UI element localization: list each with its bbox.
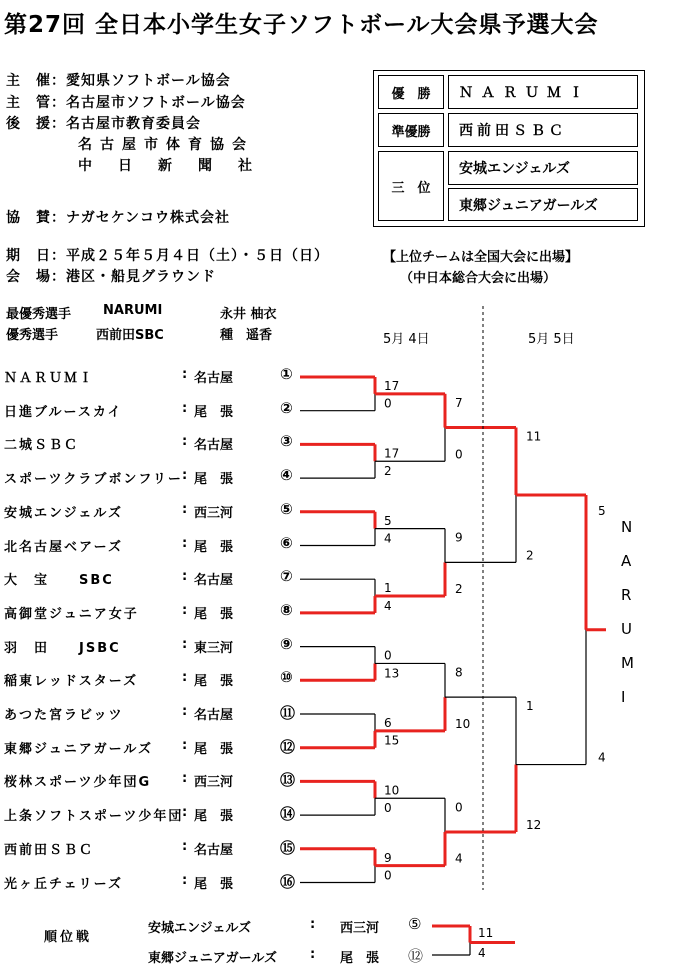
excellent-label: 優秀選手 — [6, 328, 59, 343]
score-label: 0 — [384, 801, 392, 816]
team-name: 西前田ＳＢＣ — [4, 842, 95, 858]
team-separator: : — [182, 367, 188, 382]
team-seed: ⑥ — [280, 533, 293, 552]
team-separator: : — [182, 569, 188, 585]
third-team-2: 東郷ジュニアガールズ — [448, 188, 638, 221]
day-2-header: 5月 5日 — [528, 332, 575, 347]
team-seed: ⑪ — [280, 704, 296, 722]
third-label: 三 位 — [378, 151, 444, 221]
team-seed: ③ — [280, 432, 293, 451]
team-seed: ⑤ — [280, 499, 293, 518]
team-separator: : — [182, 805, 188, 821]
mvp-player: 永井 柚衣 — [220, 307, 277, 322]
champion-letter: R — [621, 586, 632, 604]
score-label: 0 — [384, 868, 392, 883]
score-label: 7 — [455, 395, 463, 410]
mvp-label: 最優秀選手 — [6, 307, 72, 322]
score-label: 17 — [384, 446, 400, 461]
team-separator: : — [182, 535, 188, 551]
placement-team-2: 東郷ジュニアガールズ — [148, 951, 277, 966]
event-date: 期 日：平成２５年５月４日（土）・５日（日） — [6, 248, 329, 264]
team-seed: ⑬ — [280, 771, 296, 790]
score-label: 17 — [384, 379, 400, 393]
score-label: 6 — [384, 716, 392, 730]
score-label: 2 — [455, 582, 463, 597]
team-name: 桜林スポーツ少年団G — [4, 775, 152, 791]
team-name: 日進ブルースカイ — [4, 404, 123, 420]
score-label: 11 — [526, 429, 542, 444]
score-label: 4 — [455, 851, 463, 866]
sponsor: 協 賛：ナガセケンコウ株式会社 — [6, 210, 231, 226]
score-label: 12 — [526, 817, 542, 832]
team-separator: : — [182, 400, 188, 416]
organizer-support-2: 名古屋市体育協会 — [78, 137, 254, 153]
team-seed: ⑭ — [280, 805, 296, 824]
team-region: 尾 張 — [194, 539, 234, 555]
champion-letter: A — [621, 552, 632, 570]
score-label: 10 — [384, 783, 400, 798]
score-label: 0 — [455, 447, 463, 462]
team-name: 高御堂ジュニア女子 — [4, 606, 139, 622]
score-label: 10 — [455, 716, 471, 731]
team-seed: ⑩ — [280, 668, 293, 687]
team-region: 名古屋 — [194, 708, 234, 723]
mvp-team: NARUMI — [103, 303, 163, 318]
team-separator: : — [182, 670, 188, 686]
team-region: 尾 張 — [194, 472, 234, 488]
runner-up-label: 準優勝 — [378, 113, 444, 147]
team-separator: : — [182, 771, 188, 787]
score-label: 4 — [598, 750, 606, 765]
team-separator: : — [182, 838, 188, 854]
excellent-team: 西前田SBC — [96, 328, 164, 343]
team-seed: ⑮ — [280, 838, 296, 857]
team-seed: ⑨ — [280, 634, 293, 653]
team-seed: ⑧ — [280, 600, 293, 619]
score-label: 5 — [598, 503, 606, 518]
team-name: スポーツクラブボンフリー — [4, 472, 183, 488]
placement-seed-1: ⑤ — [408, 915, 422, 933]
placement-region-2: 尾 張 — [340, 951, 380, 966]
score-label: 9 — [455, 530, 463, 545]
team-name: 光ヶ丘チェリーズ — [4, 876, 123, 892]
team-separator: : — [182, 501, 188, 517]
placement-region-1: 西三河 — [340, 921, 380, 936]
team-region: 名古屋 — [194, 842, 234, 858]
score-label: 11 — [478, 926, 494, 940]
team-region: 尾 張 — [194, 404, 234, 420]
team-separator: : — [182, 737, 188, 753]
score-label: 2 — [384, 464, 392, 479]
team-separator: : — [182, 872, 188, 888]
team-region: 名古屋 — [194, 438, 234, 454]
organizer-manager: 主 管：名古屋市ソフトボール協会 — [6, 95, 246, 111]
team-name: 二城ＳＢＣ — [4, 438, 80, 454]
note-national: 【上位チームは全国大会に出場】 — [383, 250, 579, 265]
placement-seed-2: ⑫ — [408, 947, 424, 965]
team-seed: ② — [280, 398, 293, 417]
team-region: 名古屋 — [194, 573, 234, 589]
score-label: 13 — [384, 666, 400, 681]
placement-label: 順位戦 — [44, 930, 93, 945]
team-name: 稲東レッドスターズ — [4, 674, 139, 690]
organizer-support: 後 援：名古屋市教育委員会 — [6, 116, 201, 132]
champion-letter: N — [621, 518, 633, 536]
team-region: 東三河 — [194, 640, 234, 656]
champion-letter: U — [621, 620, 632, 638]
team-region: 尾 張 — [194, 741, 234, 757]
score-label: 0 — [384, 648, 392, 663]
team-region: 名古屋 — [194, 371, 234, 386]
score-label: 15 — [384, 733, 400, 748]
team-separator: : — [182, 636, 188, 652]
team-seed: ④ — [280, 466, 293, 485]
score-label: 2 — [526, 548, 534, 563]
third-team-1: 安城エンジェルズ — [448, 151, 638, 185]
team-separator: : — [182, 704, 188, 719]
champion-letter: M — [621, 654, 634, 672]
event-venue: 会 場：港区・船見グラウンド — [6, 269, 216, 285]
team-region: 西三河 — [194, 775, 234, 791]
team-separator: : — [182, 468, 188, 484]
score-label: 9 — [384, 850, 392, 865]
note-central: （中日本総合大会に出場） — [400, 271, 557, 286]
score-label: 8 — [455, 665, 463, 680]
team-name: 上条ソフトスポーツ少年団 — [4, 809, 184, 825]
team-region: 尾 張 — [194, 876, 234, 892]
team-region: 尾 張 — [194, 674, 234, 690]
team-name: 北名古屋ベアーズ — [4, 539, 123, 555]
organizer-support-3: 中日新聞社 — [78, 158, 278, 174]
score-label: 0 — [455, 800, 463, 815]
score-label: 5 — [384, 513, 392, 528]
team-name: 大 宝 SBC — [4, 573, 114, 589]
score-label: 4 — [384, 531, 392, 546]
team-seed: ⑫ — [280, 737, 296, 756]
team-separator: : — [182, 434, 188, 450]
team-seed: ① — [280, 365, 293, 383]
champion-team: ＮＡＲＵＭＩ — [448, 75, 638, 109]
team-name: 東郷ジュニアガールズ — [4, 741, 153, 757]
team-separator: : — [182, 602, 188, 618]
team-name: ＮＡＲＵＭＩ — [4, 371, 95, 386]
team-seed: ⑯ — [280, 872, 296, 891]
score-label: 4 — [384, 598, 392, 613]
page-title: 第27回 全日本小学生女子ソフトボール大会県予選大会 — [4, 12, 599, 38]
team-name: 安城エンジェルズ — [4, 505, 124, 521]
placement-colon-1: : — [310, 917, 316, 932]
team-name: 羽 田 JSBC — [4, 640, 121, 656]
score-label: 1 — [526, 699, 534, 714]
team-region: 尾 張 — [194, 809, 234, 825]
champion-label: 優 勝 — [378, 75, 444, 109]
team-region: 西三河 — [194, 505, 234, 521]
day-1-header: 5月 4日 — [383, 332, 430, 347]
team-name: あつた宮ラビッツ — [4, 708, 124, 723]
score-label: 1 — [384, 581, 392, 596]
excellent-player: 種 遥香 — [220, 328, 273, 343]
team-region: 尾 張 — [194, 606, 234, 622]
placement-colon-2: : — [310, 947, 316, 962]
organizer-host: 主 催：愛知県ソフトボール協会 — [6, 73, 231, 89]
score-label: 0 — [384, 396, 392, 411]
champion-letter: I — [621, 688, 626, 706]
placement-team-1: 安城エンジェルズ — [148, 921, 252, 936]
team-seed: ⑦ — [280, 567, 293, 586]
runner-up-team: 西前田ＳＢＣ — [448, 113, 638, 147]
score-label: 4 — [478, 946, 486, 960]
